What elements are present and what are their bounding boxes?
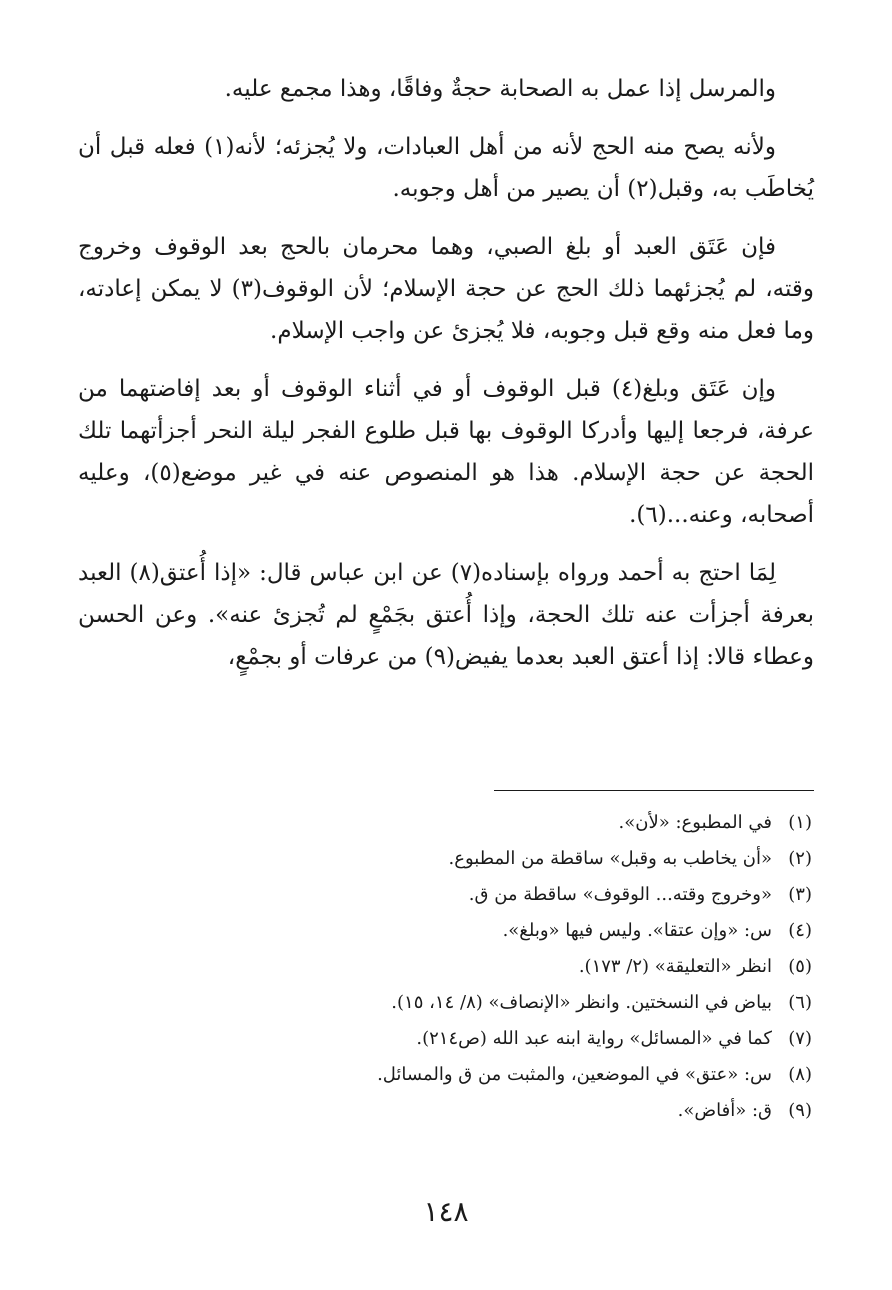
footnote-number: (٧) xyxy=(788,1028,812,1049)
main-text xyxy=(78,68,814,694)
footnote-text: «وخروج وقته... الوقوف» ساقطة من ق. xyxy=(468,884,772,905)
footnote-number: (٣) xyxy=(788,884,812,905)
paragraph-2: ولأنه يصح منه الحج لأنه من أهل العبادات، ولا يُجزئه؛ لأنه(١) فعله قبل أن يُخاطَب به، وقبل(٢) أن يصير من أهل وجوبه. xyxy=(78,134,814,202)
footnote-item xyxy=(78,877,812,913)
footnote-text: س: «وإن عتقا». وليس فيها «وبلغ». xyxy=(502,920,772,941)
footnote-text: كما في «المسائل» رواية ابنه عبد الله (ص٢١٤). xyxy=(416,1028,772,1049)
footnote-number: (٢) xyxy=(788,848,812,869)
footnote-number: (٩) xyxy=(788,1100,812,1121)
footnote-item xyxy=(78,805,812,841)
paragraph-1: والمرسل إذا عمل به الصحابة حجةٌ وفاقًا، وهذا مجمع عليه. xyxy=(224,76,776,102)
footnote-text: ق: «أفاض». xyxy=(677,1100,772,1121)
footnote-text: في المطبوع: «لأن». xyxy=(618,812,772,833)
paragraph-3: فإن عَتَق العبد أو بلغ الصبي، وهما محرمان بالحج بعد الوقوف وخروج وقته، لم يُجزئهما ذلك الحج عن حجة الإسلام؛ لأن الوقوف(٣) لا يمكن إعادته، وما فعل منه وقع قبل وجوبه، فلا يُجزئ عن واجب الإسلام. xyxy=(78,234,815,344)
footnote-item xyxy=(78,985,812,1021)
paragraph-4: وإن عَتَق وبلغ(٤) قبل الوقوف أو في أثناء الوقوف أو بعد إفاضتهما من عرفة، فرجعا إليها وأدركا الوقوف بها قبل طلوع الفجر ليلة النحر أجزأتهما تلك الحجة عن حجة الإسلام. هذا هو المنصوص عنه في غير موضع(٥)، وعليه أصحابه، وعنه...(٦). xyxy=(78,376,814,528)
footnote-separator xyxy=(494,790,814,791)
footnote-item xyxy=(78,1057,812,1093)
footnote-item xyxy=(78,913,812,949)
page-number: ١٤٨ xyxy=(423,1195,469,1228)
footnote-item xyxy=(78,949,812,985)
footnote-number: (٨) xyxy=(788,1064,812,1085)
footnote-item xyxy=(78,841,812,877)
footnote-number: (٦) xyxy=(788,992,812,1013)
footnote-item xyxy=(78,1021,812,1057)
footnote-text: «أن يخاطب به وقبل» ساقطة من المطبوع. xyxy=(448,848,772,869)
footnotes-list xyxy=(78,805,812,1129)
footnote-text: بياض في النسختين. وانظر «الإنصاف» (٨/ ١٤، ١٥). xyxy=(391,992,772,1013)
footnote-item xyxy=(78,1093,812,1129)
footnote-number: (٤) xyxy=(788,920,812,941)
footnote-number: (١) xyxy=(788,812,812,833)
footnote-text: انظر «التعليقة» (٢/ ١٧٣). xyxy=(578,956,772,977)
paragraph-5: لِمَا احتج به أحمد ورواه بإسناده(٧) عن ابن عباس قال: «إذا أُعتق(٨) العبد بعرفة أجزأت عنه تلك الحجة، وإذا أُعتق بجَمْعٍ لم تُجزئ عنه». وعن الحسن وعطاء قالا: إذا أعتق العبد بعدما يفيض(٩) من عرفات أو بجمْعٍ، xyxy=(78,560,814,670)
footnote-number: (٥) xyxy=(788,956,812,977)
footnote-text: س: «عتق» في الموضعين، والمثبت من ق والمسائل. xyxy=(377,1064,772,1085)
